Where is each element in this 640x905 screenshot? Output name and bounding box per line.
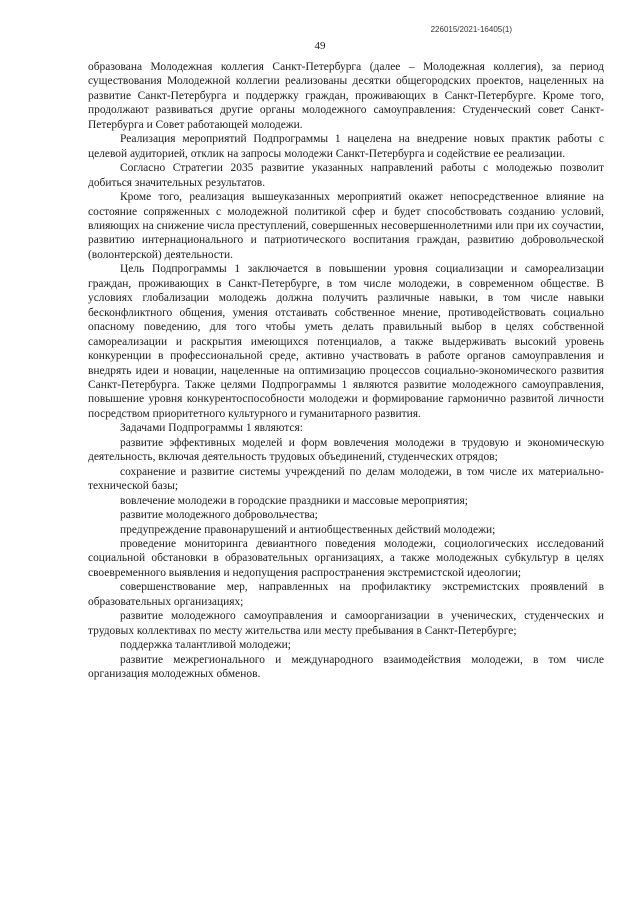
paragraph: Кроме того, реализация вышеуказанных мероприятий окажет непосредственное влияние на состояние сопряженных с молодежной политикой сфер и будет способствовать созданию условий, влияющих на снижение числа преступлений, совершенных несовершеннолетними или при их соучастии, развитию интернационального и патриотического воспитания граждан, развитию добровольческой (волонтерской) деятельности.	[88, 191, 604, 261]
list-item: предупреждение правонарушений и антиобщественных действий молодежи;	[120, 523, 496, 536]
document-id: 226015/2021-16405(1)	[430, 25, 512, 34]
paragraph: Реализация мероприятий Подпрограммы 1 нацелена на внедрение новых практик работы с целевой аудиторией, отклик на запросы молодежи Санкт-Петербурга и содействие ее реализации.	[88, 133, 604, 160]
list-item: совершенствование мер, направленных на профилактику экстремистских проявлений в образовательных организациях;	[88, 581, 604, 608]
list-item: развитие межрегионального и международного взаимодействия молодежи, в том числе организация молодежных обменов.	[88, 653, 604, 681]
list-item: развитие эффективных моделей и форм вовлечения молодежи в трудовую и экономическую деятельность, включая деятельность трудовых объединений, студенческих отрядов;	[88, 436, 604, 464]
list-item: развитие молодежного самоуправления и самоорганизации в ученических, студенческих и трудовых коллективах по месту жительства или месту пребывания в Санкт-Петербурге;	[88, 610, 604, 637]
document-body	[88, 60, 604, 681]
list-item: поддержка талантливой молодежи;	[120, 639, 291, 652]
paragraph: Задачами Подпрограммы 1 являются:	[120, 422, 303, 435]
paragraph: Цель Подпрограммы 1 заключается в повышении уровня социализации и самореализации граждан, проживающих в Санкт-Петербурге, в том числе молодежи, в современном обществе. В условиях глобализации молодежь должна получить различные навыки, в том числе навыки бесконфликтного общения, умения отстаивать собственное мнение, противодействовать социально опасному поведению, для того чтобы уметь делать правильный выбор в целях собственной самореализации и раскрытия имеющихся потенциалов, а также выдерживать высокий уровень конкуренции в профессиональной среде, активно участвовать в работе органов самоуправления и внедрять идеи и новации, нацеленные на оптимизацию процессов социально-экономического развития Санкт-Петербурга. Также целями Подпрограммы 1 являются развитие молодежного самоуправления, повышение уровня конкурентоспособности молодежи и формирование гармонично развитой личности посредством приоритетного культурного и гуманитарного развития.	[88, 263, 604, 420]
paragraph: Согласно Стратегии 2035 развитие указанных направлений работы с молодежью позволит добиться значительных результатов.	[88, 162, 604, 189]
list-item: сохранение и развитие системы учреждений по делам молодежи, в том числе их материально-технической базы;	[88, 465, 604, 493]
page-number: 49	[314, 40, 326, 52]
list-item: вовлечение молодежи в городские праздники и массовые мероприятия;	[120, 494, 468, 507]
paragraph: образована Молодежная коллегия Санкт-Петербурга (далее – Молодежная коллегия), за период существования Молодежной коллегии реализованы десятки общегородских проектов, нацеленных на развитие Санкт-Петербурга и поддержку граждан, проживающих в Санкт-Петербурге. Кроме того, продолжают развиваться другие органы молодежного самоуправления: Студенческий совет Санкт-Петербурга и Совет работающей молодежи.	[88, 61, 604, 131]
list-item: проведение мониторинга девиантного поведения молодежи, социологических исследований социальной обстановки в образовательных организациях, а также молодежных субкультур в целях своевременного выявления и недопущения распространения экстремистской идеологии;	[88, 537, 604, 579]
list-item: развитие молодежного добровольчества;	[120, 509, 318, 522]
